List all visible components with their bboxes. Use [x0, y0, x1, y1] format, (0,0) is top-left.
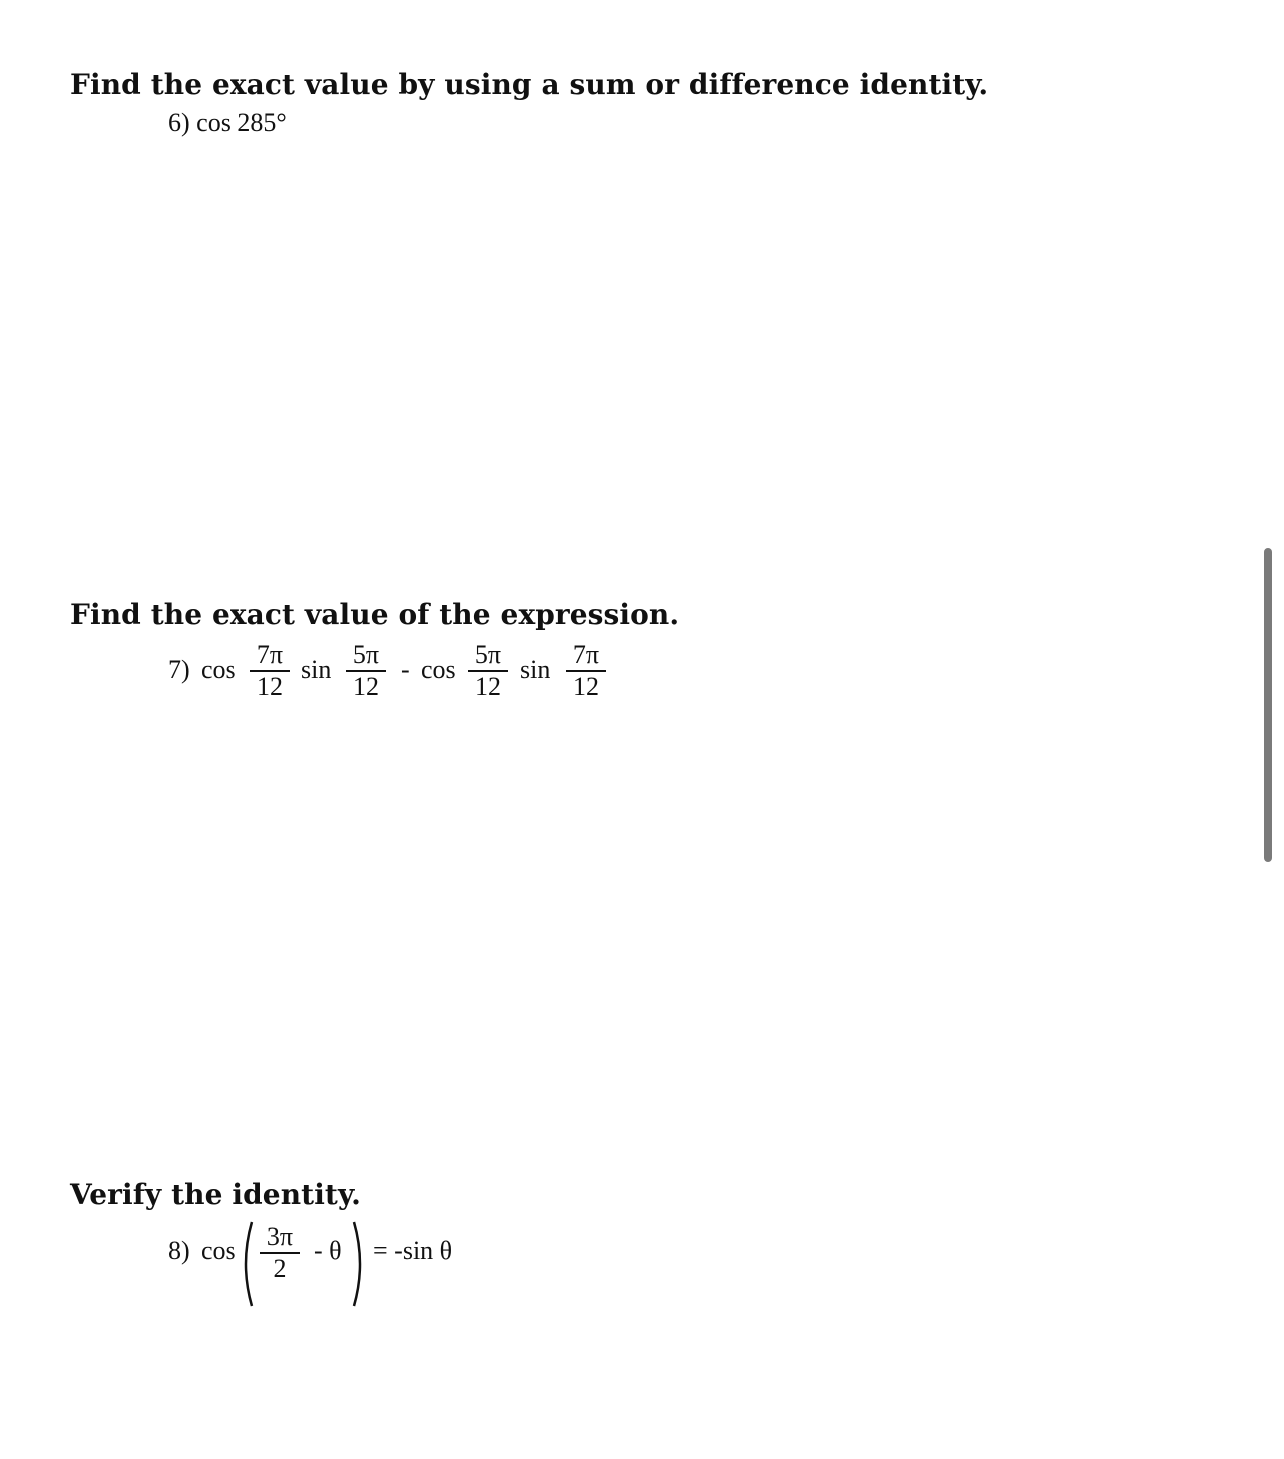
trig-fn: cos [421, 655, 456, 684]
numerator: 5π [468, 640, 508, 672]
scrollbar-thumb[interactable] [1264, 548, 1272, 862]
trig-fn: sin [301, 655, 332, 684]
minus-theta: - θ [314, 1236, 342, 1265]
trig-fn: cos [201, 655, 236, 684]
denominator: 12 [257, 672, 283, 701]
fraction [346, 640, 386, 702]
denominator: 12 [353, 672, 379, 701]
problem-6: 6) cos 285° [168, 108, 287, 137]
left-paren [238, 1220, 258, 1308]
identity-rhs: = -sin θ [373, 1236, 453, 1265]
fraction [566, 640, 606, 702]
numerator: 3π [260, 1222, 300, 1254]
right-paren [348, 1220, 368, 1308]
heading-verify-identity: Verify the identity. [70, 1178, 361, 1211]
numerator: 5π [346, 640, 386, 672]
problem-7 [168, 640, 628, 710]
numerator: 7π [250, 640, 290, 672]
minus-sign: - [401, 655, 410, 684]
heading-exact-value: Find the exact value of the expression. [70, 598, 680, 631]
trig-fn: sin [520, 655, 551, 684]
fraction [468, 640, 508, 702]
problem-number: 8) [168, 1236, 190, 1265]
trig-fn: cos [201, 1236, 236, 1265]
fraction [260, 1222, 300, 1284]
denominator: 12 [475, 672, 501, 701]
denominator: 2 [273, 1254, 287, 1283]
heading-sum-difference: Find the exact value by using a sum or difference identity. [70, 68, 989, 101]
numerator: 7π [566, 640, 606, 672]
problem-8 [168, 1220, 488, 1310]
problem-number: 7) [168, 655, 190, 684]
fraction [250, 640, 290, 702]
denominator: 12 [573, 672, 599, 701]
